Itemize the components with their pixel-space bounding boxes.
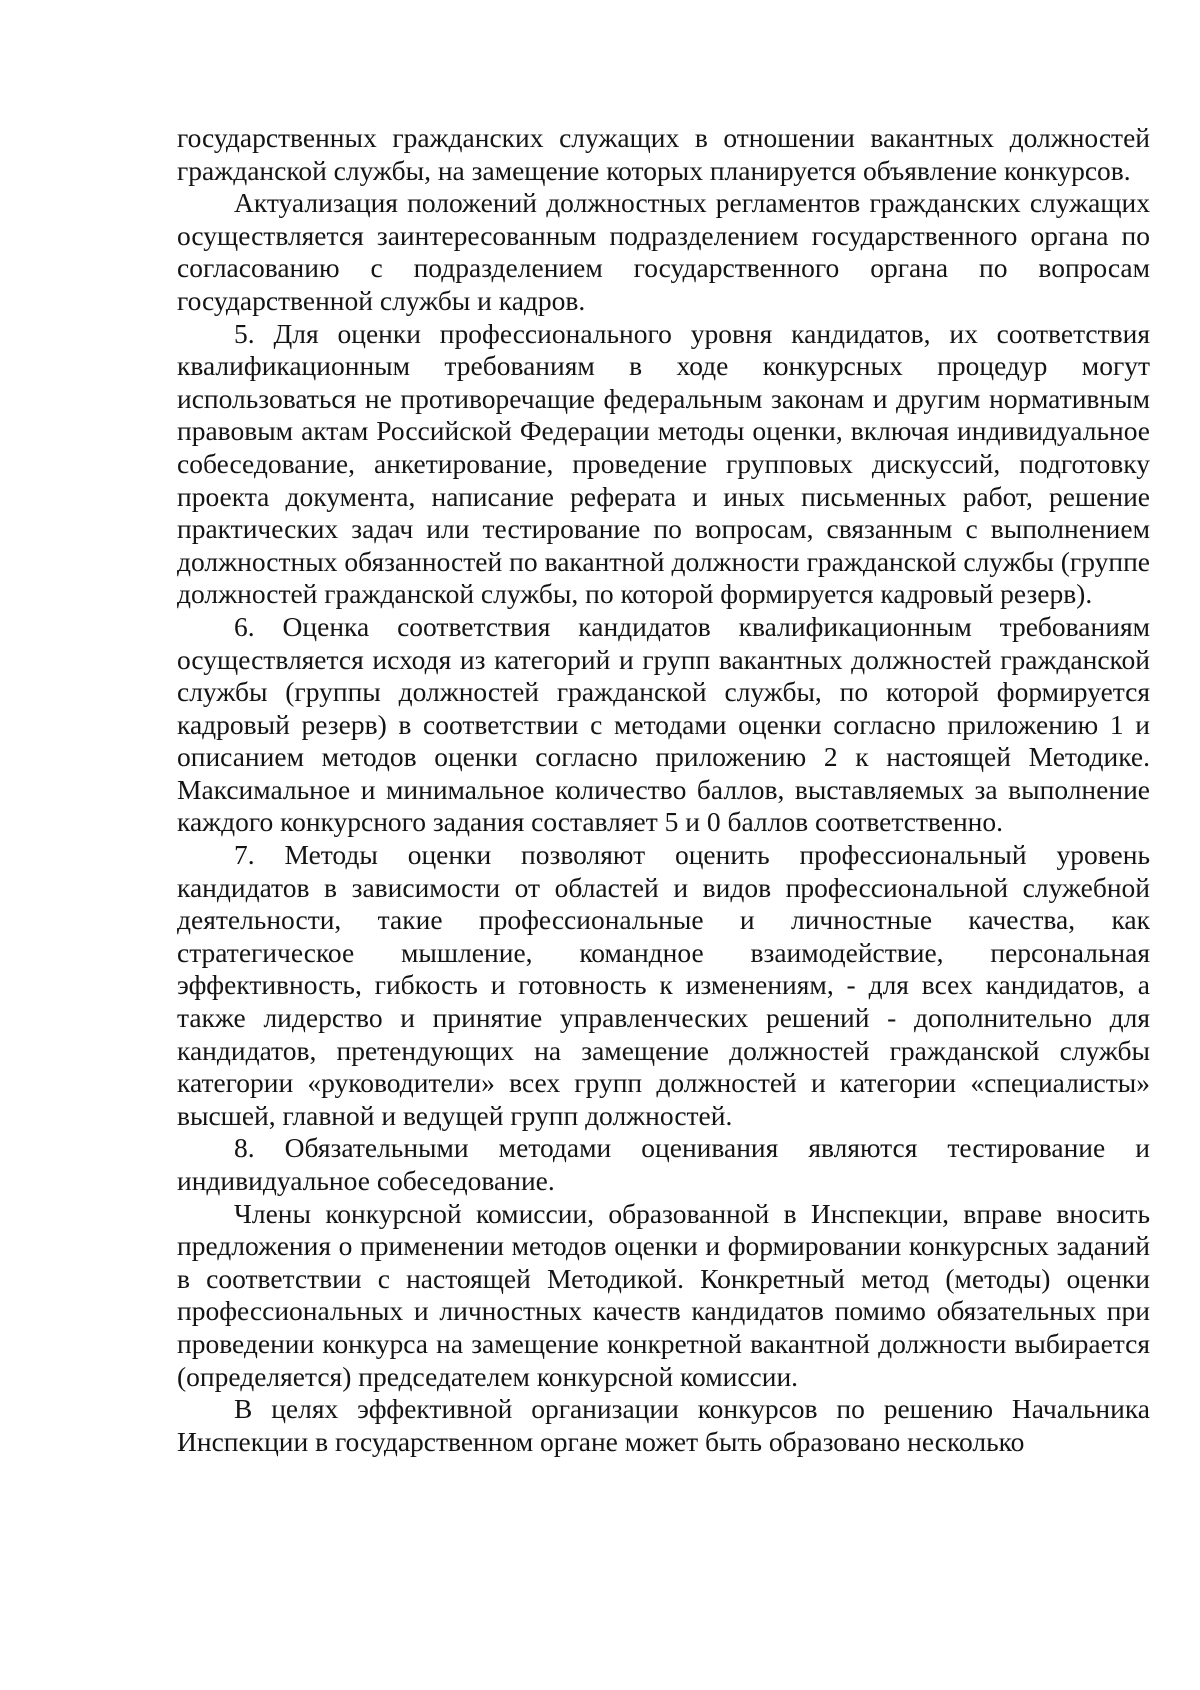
paragraph-continuation: государственных гражданских служащих в отношении вакантных должностей гражданской службы, на замещение которых планируется объявление конкурсов. — [177, 122, 1150, 186]
paragraph-commission: Члены конкурсной комиссии, образованной в Инспекции, вправе вносить предложения о применении методов оценки и формировании конкурсных заданий в соответствии с настоящей Методикой. Конкретный метод (методы) оценки профессиональных и личностных качеств кандидатов помимо обязательных при проведении конкурса на замещение конкретной вакантной должности выбирается (определяется) председателем конкурсной комиссии. — [177, 1197, 1150, 1392]
paragraph-organization: В целях эффективной организации конкурсов по решению Начальника Инспекции в государственном органе может быть образовано несколько — [177, 1393, 1150, 1457]
paragraph-item-7: 7. Методы оценки позволяют оценить профессиональный уровень кандидатов в зависимости от областей и видов профессиональной служебной деятельности, такие профессиональные и личностные качества, как стратегическое мышление, командное взаимодействие, персональная эффективность, гибкость и готовность к изменениям, - для всех кандидатов, а также лидерство и принятие управленческих решений - дополнительно для кандидатов, претендующих на замещение должностей гражданской службы категории «руководители» всех групп должностей и категории «специалисты» высшей, главной и ведущей групп должностей. — [177, 839, 1150, 1131]
document-body — [177, 122, 1150, 1458]
paragraph-item-5: 5. Для оценки профессионального уровня кандидатов, их соответствия квалификационным требованиям в ходе конкурсных процедур могут использоваться не противоречащие федеральным законам и другим нормативным правовым актам Российской Федерации методы оценки, включая индивидуальное собеседование, анкетирование, проведение групповых дискуссий, подготовку проекта документа, написание реферата и иных письменных работ, решение практических задач или тестирование по вопросам, связанным с выполнением должностных обязанностей по вакантной должности гражданской службы (группе должностей гражданской службы, по которой формируется кадровый резерв). — [177, 317, 1150, 610]
paragraph-item-8: 8. Обязательными методами оценивания являются тестирование и индивидуальное собеседование. — [177, 1132, 1150, 1196]
paragraph-actualization: Актуализация положений должностных регламентов гражданских служащих осуществляется заинтересованным подразделением государственного органа по согласованию с подразделением государственного органа по вопросам государственной службы и кадров. — [177, 187, 1150, 316]
paragraph-item-6: 6. Оценка соответствия кандидатов квалификационным требованиям осуществляется исходя из категорий и групп вакантных должностей гражданской службы (группы должностей гражданской службы, по которой формируется кадровый резерв) в соответствии с методами оценки согласно приложению 1 и описанием методов оценки согласно приложению 2 к настоящей Методике. Максимальное и минимальное количество баллов, выставляемых за выполнение каждого конкурсного задания составляет 5 и 0 баллов соответственно. — [177, 610, 1150, 838]
